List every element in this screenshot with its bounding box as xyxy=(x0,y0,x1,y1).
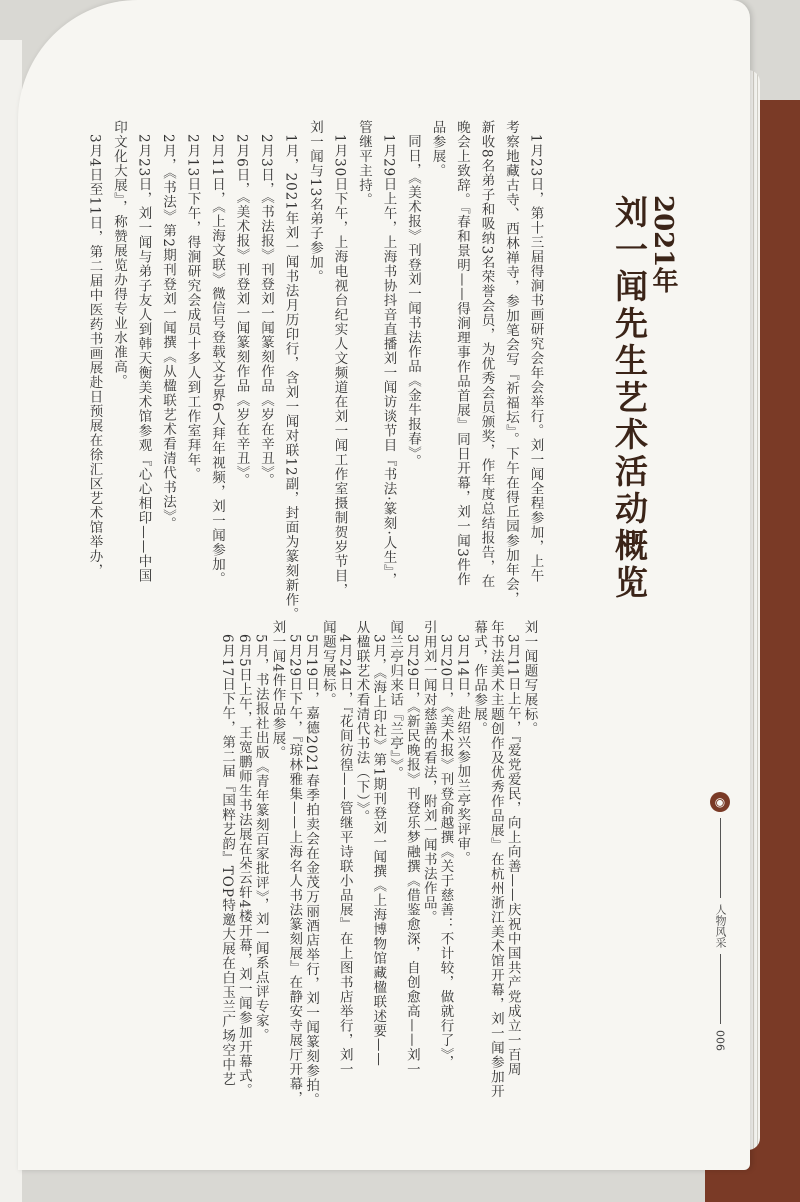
text-column: 1月29日上午，上海书协抖音直播刘一闻访谈节目『书法·篆刻·人生』， xyxy=(380,134,397,588)
section-marker xyxy=(710,792,730,1051)
text-column: 幕式，作品参展。 xyxy=(471,620,488,736)
section-seal-icon: ◉ xyxy=(710,792,730,812)
text-column: 闻兰亭归来话『兰亭』》。 xyxy=(387,620,404,781)
page-title: 刘一闻先生艺术活动概览 xyxy=(610,195,649,602)
text-column: 1月23日，第十三届得涧书画研究会年会举行。刘一闻全程参加，上午 xyxy=(527,134,544,584)
divider-line xyxy=(720,954,721,1024)
text-column: 5月19日，嘉德2021春季拍卖会在金茂万丽酒店举行，刘一闻篆刻参拍。 xyxy=(303,634,320,1108)
page-number: 006 xyxy=(713,1030,727,1051)
text-column: 品参展。 xyxy=(429,120,446,178)
text-column: 3月，《海上印社》第1期刊登刘一闻撰《上海博物馆藏楹联述要—— xyxy=(370,634,387,1067)
text-column: 2月11日，《上海文联》微信号登载文艺界6人拜年视频，刘一闻参加。 xyxy=(209,134,225,587)
year-heading: 2021年 xyxy=(648,195,678,294)
text-column: 2月6日，《美术报》刊登刘一闻篆刻作品《岁在辛丑》。 xyxy=(233,134,250,488)
text-column: 年书法美术主题创作及优秀作品展』在杭州浙江美术馆开幕，刘一闻参加开 xyxy=(487,620,504,1099)
text-column: 3月4日至11日，第二届中医药书画展赴日预展在徐汇区艺术馆举办， xyxy=(86,134,103,579)
text-column: 同日，《美术报》刊登刘一闻书法作品《金牛报春》。 xyxy=(405,134,421,469)
book-page xyxy=(18,0,750,1170)
text-column: 2月3日，《书法报》刊登刘一闻篆刻作品《岁在辛丑》。 xyxy=(258,134,274,488)
divider-line xyxy=(720,818,721,898)
text-column: 4月24日，『花间彷徨——管继平诗联小品展』在上图书店举行，刘一 xyxy=(336,634,353,1077)
text-column: 2月13日下午，得涧研究会成员十多人到工作室拜年。 xyxy=(184,134,201,482)
text-column: 刘一闻4件作品参展。 xyxy=(269,620,286,761)
text-column: 新收8名弟子和吸纳3名荣誉会员，为优秀会员颁奖，作年度总结报告，在 xyxy=(478,120,495,589)
text-column: 3月11日上午，『爱党爱民，向上向善——庆祝中国共产党成立一百周 xyxy=(504,634,521,1077)
text-column: 5月29日下午，『琼林雅集——上海名人书法篆刻展』在静安寺展厅开幕， xyxy=(286,634,303,1106)
text-column: 1月30日下午，上海电视台纪实人文频道在刘一闻工作室摄制贺岁节目， xyxy=(331,134,348,598)
text-column: 3月14日，赴绍兴参加兰亭奖评审。 xyxy=(454,634,471,866)
text-column: 1月，2021年刘一闻书法月历印行，含刘一闻对联12副，封面为篆刻新作。 xyxy=(282,134,299,622)
text-column: 2月23日，刘一闻与弟子友人到韩天衡美术馆参观『心心相印——中国 xyxy=(135,134,152,584)
text-column: 从楹联艺术看清代书法（下）》。 xyxy=(353,620,370,824)
text-column: 3月20日，《美术报》刊登俞越撰《关于慈善：不计较，做就行了》， xyxy=(437,634,454,1070)
text-column: 引用刘一闻对慈善的看法，附刘一闻书法作品。 xyxy=(420,620,437,925)
text-column: 闻题写展标。 xyxy=(319,620,336,707)
text-column: 6月17日下午，第二届『国粹艺韵』TOP特邀大展在白玉兰广场空中艺 xyxy=(219,634,236,1087)
section-label: 人物风采 xyxy=(714,904,727,948)
text-column: 印文化大展』，称赞展览办得专业水准高。 xyxy=(111,120,127,389)
text-column: 6月5日上午，王宽鹏师生书法展在朵云轩4楼开幕，刘一闻参加开幕式。 xyxy=(235,634,252,1098)
text-column: 5月，书法报社出版《青年篆刻百家批评》，刘一闻系点评专家。 xyxy=(252,634,269,1043)
text-column: 3月29日，《新民晚报》刊登乐梦融撰《借鉴愈深，自创愈高——刘一 xyxy=(403,634,420,1077)
text-column: 晚会上致辞。『春和景明——得涧理事作品首展』同日开幕，刘一闻3件作 xyxy=(454,120,470,587)
text-column: 考察地藏古寺、西林禅寺，参加笔会写『祈福坛』。下午在得丘园参加年会， xyxy=(503,120,519,607)
text-column: 2月，《书法》第2期刊登刘一闻撰《从楹联艺术看清代书法》。 xyxy=(160,134,176,532)
text-column: 刘一闻题写展标。 xyxy=(521,620,538,736)
text-column: 管继平主持。 xyxy=(356,120,372,207)
text-column: 刘一闻与13名弟子参加。 xyxy=(307,120,323,285)
